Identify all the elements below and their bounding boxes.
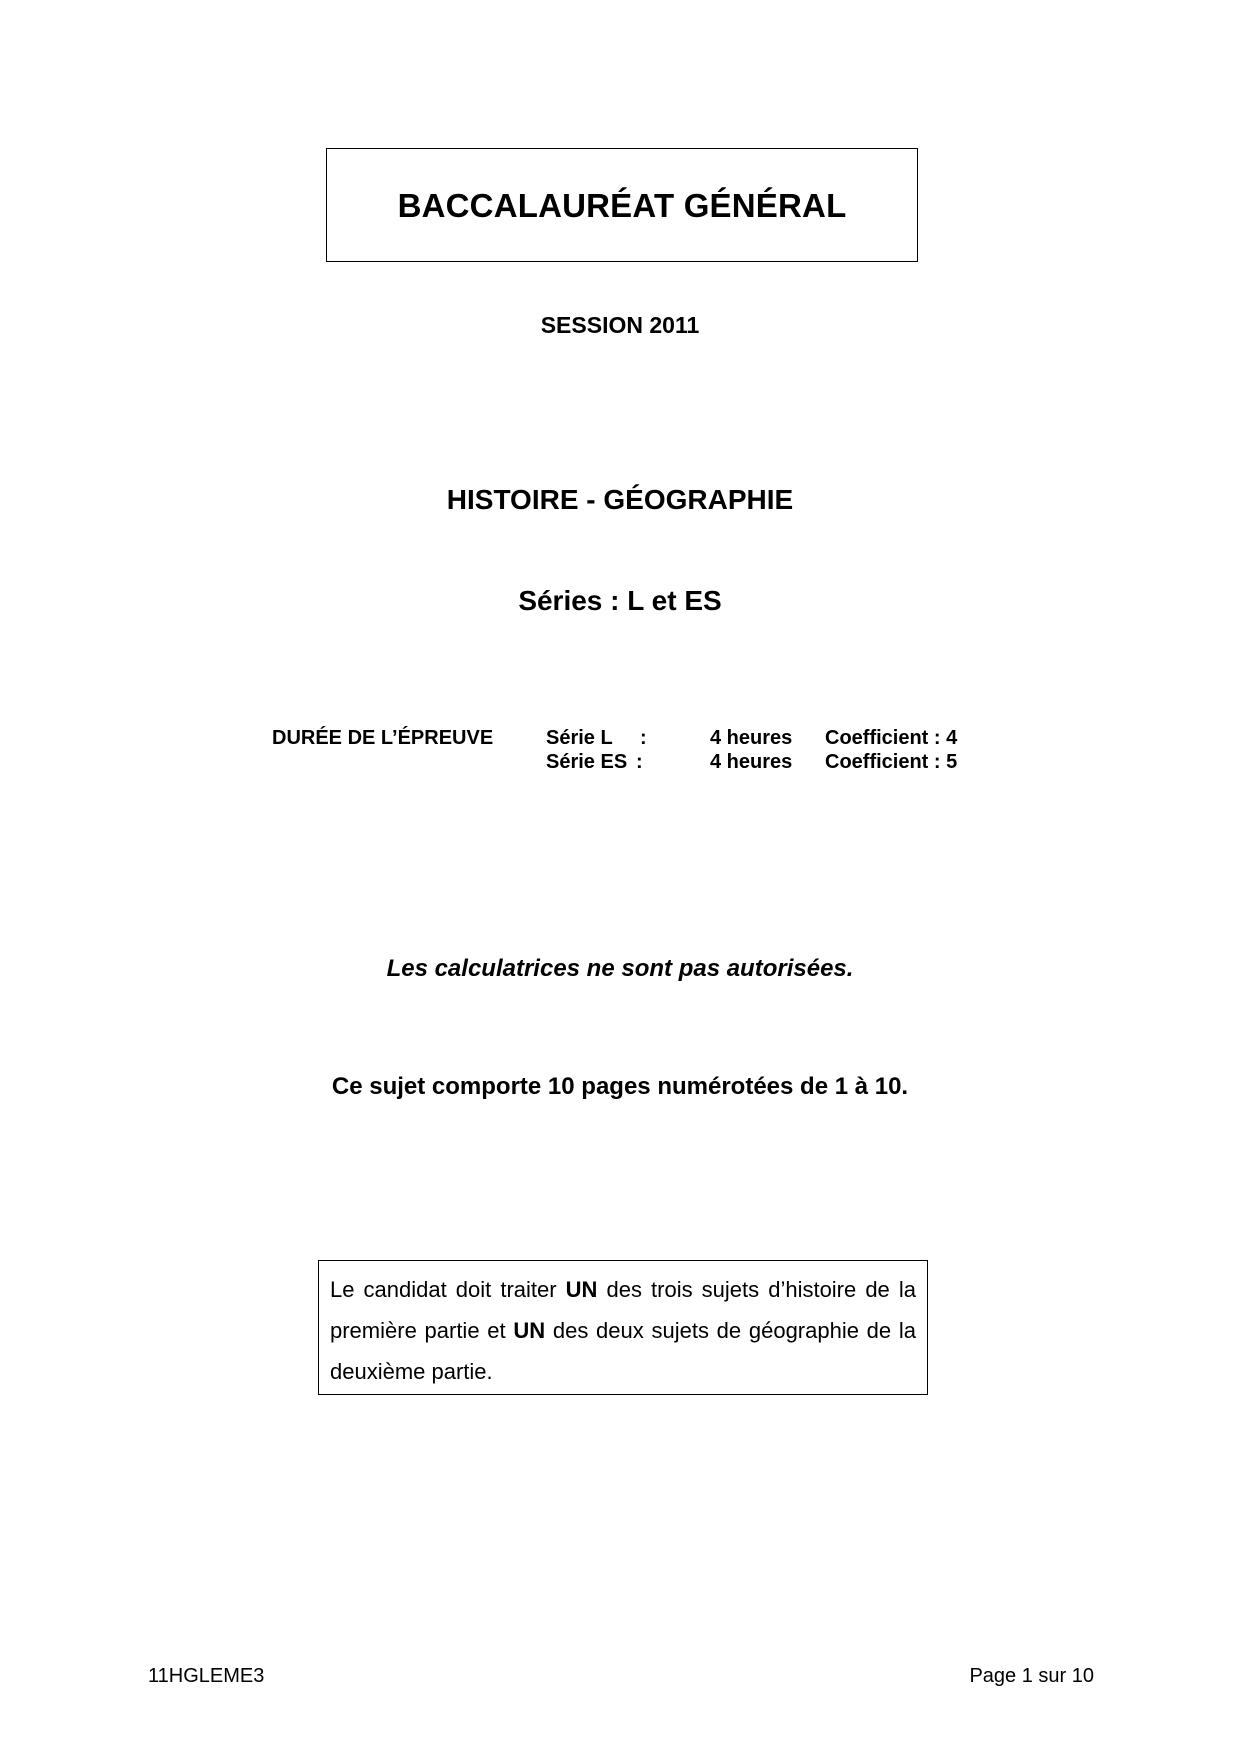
- calculator-notice: Les calculatrices ne sont pas autorisées.: [386, 955, 854, 982]
- row-l-hours: 4 heures: [710, 727, 793, 749]
- instructions-text-1: Le candidat doit traiter: [330, 1277, 566, 1302]
- duration-label: DURÉE DE L’ÉPREUVE: [272, 727, 494, 749]
- series-label: Séries : L et ES: [518, 585, 722, 616]
- instructions-box: [318, 1260, 928, 1395]
- row-l-coefficient: Coefficient : 4: [825, 727, 958, 749]
- footer-page-number: Page 1 sur 10: [969, 1665, 1094, 1687]
- row-es-colon: :: [636, 751, 643, 773]
- exam-title: BACCALAURÉAT GÉNÉRAL: [397, 187, 847, 224]
- instructions-emphasis-2: UN: [513, 1318, 546, 1343]
- instructions-text-3: des deux sujets de géographie de la deuxième partie.: [330, 1318, 916, 1384]
- instructions-text-2: des trois sujets d’histoire de la première partie et: [330, 1277, 916, 1343]
- row-l-colon: :: [640, 727, 647, 749]
- title-box: [326, 148, 918, 262]
- footer-code: 11HGLEME3: [148, 1665, 265, 1687]
- row-es-coefficient: Coefficient : 5: [825, 751, 958, 773]
- subject-title: HISTOIRE - GÉOGRAPHIE: [446, 484, 794, 515]
- page-count-notice: Ce sujet comporte 10 pages numérotées de 1 à 10.: [331, 1073, 909, 1100]
- instructions-emphasis-1: UN: [565, 1277, 598, 1302]
- session-label: SESSION 2011: [540, 312, 700, 338]
- row-es-hours: 4 heures: [710, 751, 793, 773]
- row-l-serie: Série L: [546, 727, 613, 749]
- row-es-serie: Série ES: [546, 751, 628, 773]
